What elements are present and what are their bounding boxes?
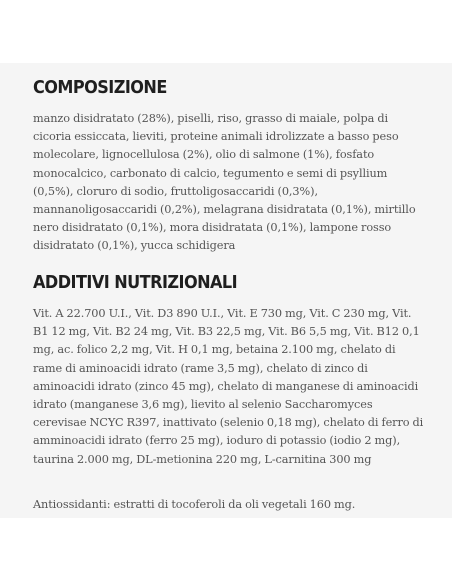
composition-heading: COMPOSIZIONE: [33, 78, 167, 98]
composition-text: manzo disidratato (28%), piselli, riso, grasso di maiale, polpa di cicoria essiccata, lieviti, proteine animali idrolizzate a basso peso molecolare, lignocellulosa (2%), olio di salmone (1%), fosfato monocalcico, carbonato di calcio, tegumento e semi di psyllium (0,5%), cloruro di sodio, fruttoligosaccaridi (0,3%), mannanoligosaccaridi (0,2%), melagrana disidratata (0,1%), mirtillo nero disidratato (0,1%), mora disidratata (0,1%), lampone rosso disidratato (0,1%), yucca schidigera: [33, 112, 416, 253]
ingredients-panel: [0, 63, 452, 518]
additives-heading: ADDITIVI NUTRIZIONALI: [33, 273, 238, 293]
additives-text: Vit. A 22.700 U.I., Vit. D3 890 U.I., Vit. E 730 mg, Vit. C 230 mg, Vit. B1 12 mg, Vit. B2 24 mg, Vit. B3 22,5 mg, Vit. B6 5,5 mg, Vit. B12 0,1 mg, ac. folico 2,2 mg, Vit. H 0,1 mg, betaina 2.100 mg, chelato di rame di aminoacidi idrato (rame 3,5 mg), chelato di zinco di aminoacidi idrato (zinco 45 mg), chelato di manganese di aminoacidi idrato (manganese 3,6 mg), lievito al selenio Saccharomyces cerevisae NCYC R397, inattivato (selenio 0,18 mg), chelato di ferro di amminoacidi idrato (ferro 25 mg), ioduro di potassio (iodio 2 mg), taurina 2.000 mg, DL-metionina 220 mg, L-carnitina 300 mg: [33, 307, 424, 466]
antioxidants-text: Antiossidanti: estratti di tocoferoli da oli vegetali 160 mg.: [33, 498, 356, 511]
